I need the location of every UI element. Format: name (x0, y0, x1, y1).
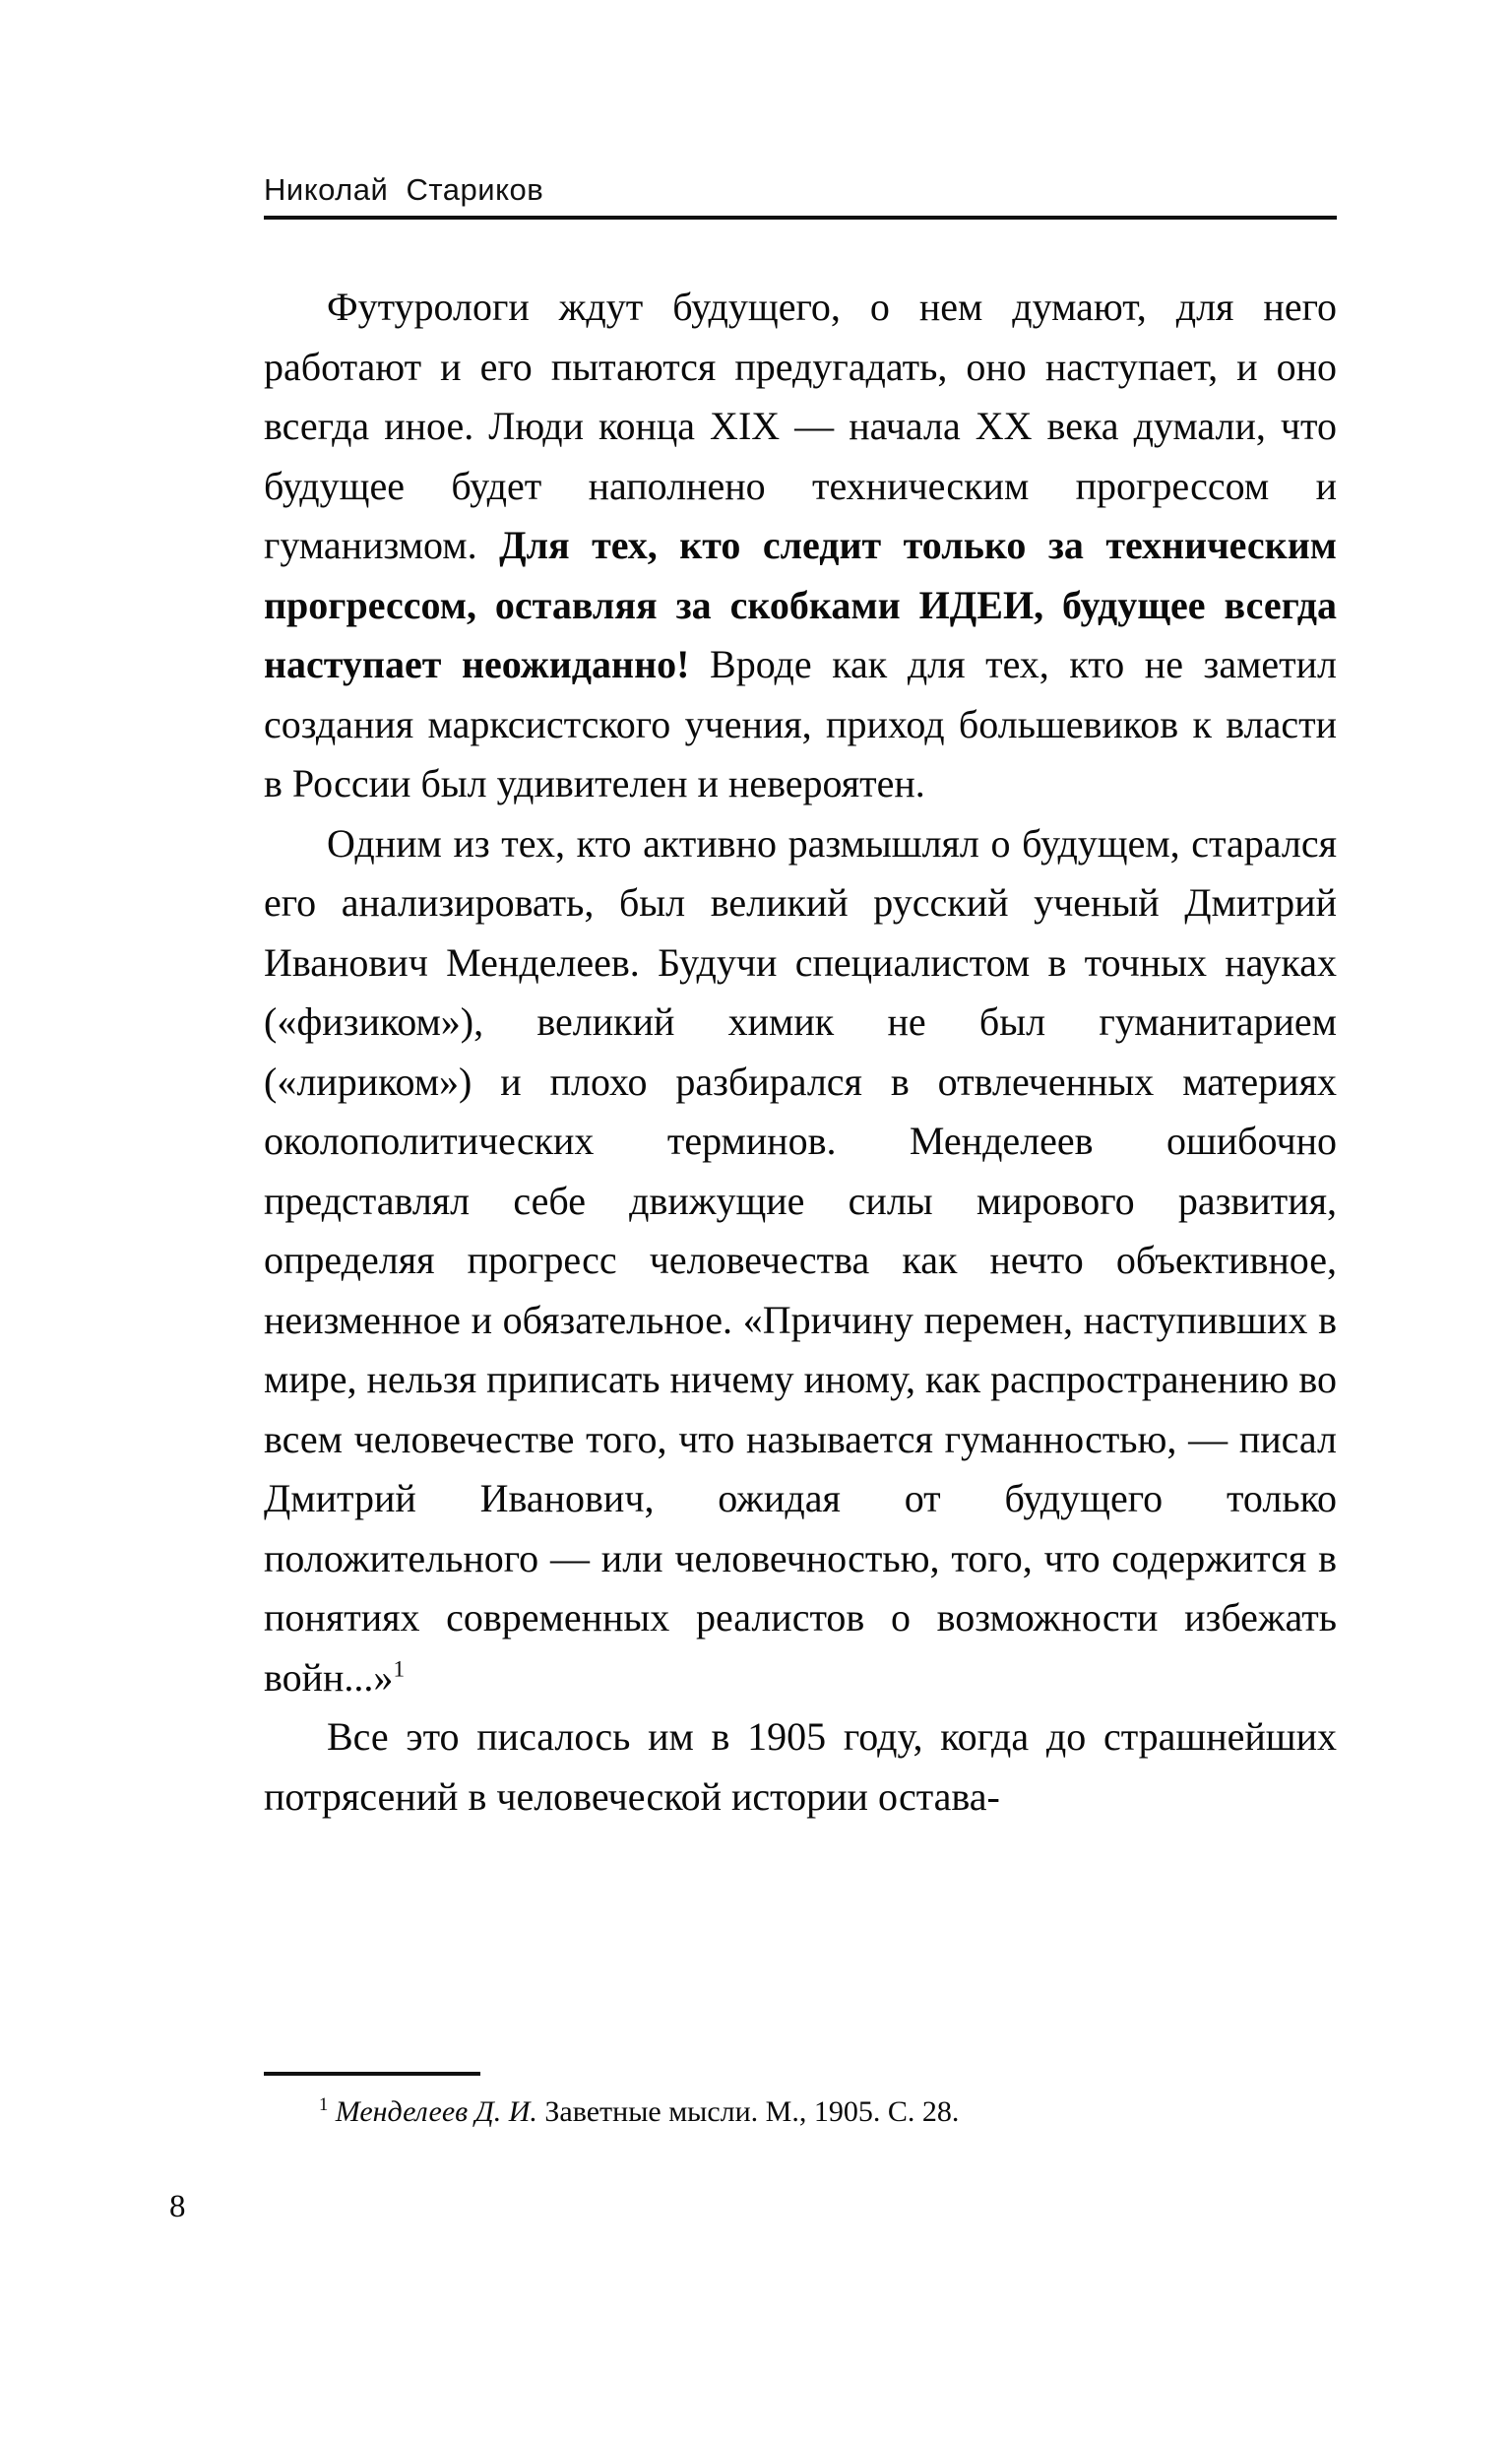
paragraph-3-run-normal: Все это писалось им в 1905 году, когда до страшнейших потрясений в человеческой истории остава- (264, 1714, 1337, 1819)
paragraph-1-run-bold-emphasis: Для тех, кто следит только за техническим прогрессом, оставляя за скобками ИДЕИ, будущее всегда наступает неожиданно! (264, 523, 1337, 686)
footnote-author-italic: Менделеев Д. И. (335, 2095, 537, 2128)
footnote-number: 1 (319, 2094, 329, 2115)
paragraph-2-run-normal: Одним из тех, кто активно размышлял о будущем, старался его анализировать, был великий русский ученый Дмитрий Иванович Менделеев. Будучи специалистом в точных науках («физиком»), великий химик не был гуманитарием («лириком») и плохо разбирался в отвлеченных материях околополитических терминов. Менделеев ошибочно представлял себе движущие силы мирового развития, определяя прогресс человечества как нечто объективное, неизменное и обязательное. «Причину перемен, наступивших в мире, нельзя приписать ничему иному, как распространению во всем человечестве того, что называется гуманностью, — писал Дмитрий Иванович, ожидая от будущего только положительного — или человечностью, того, что содержится в понятиях современных реалистов о возможности избежать войн...» (264, 820, 1337, 1700)
footnote-divider-rule (264, 2072, 480, 2076)
paragraph-1 (264, 278, 1337, 814)
paragraph-2 (264, 814, 1337, 1708)
footnote-zone (264, 2072, 1337, 2132)
header-divider-rule (264, 216, 1337, 220)
paragraph-1-run-normal-tail: Вроде как для тех, кто не заметил создания марксистского учения, приход большевиков к власти в России был удивителен и невероятен. (264, 642, 1337, 805)
footnote-citation-rest: Заветные мысли. М., 1905. С. 28. (536, 2095, 960, 2128)
running-head-author: Николай Стариков (264, 172, 544, 207)
page-number: 8 (169, 2189, 186, 2224)
paragraph-3 (264, 1707, 1337, 1827)
running-head (264, 173, 1337, 220)
footnote-reference-marker[interactable]: 1 (393, 1656, 406, 1683)
paragraph-1-run-normal-lead: Футурологи ждут будущего, о нем думают, для него работают и его пытаются предугадать, оно наступает, и оно всегда иное. Люди конца XIX — начала XX века думали, что будущее будет наполнено техническим прогрессом и гуманизмом. (264, 285, 1337, 567)
footnote-entry (264, 2092, 1337, 2132)
body-text-block (264, 278, 1337, 1827)
